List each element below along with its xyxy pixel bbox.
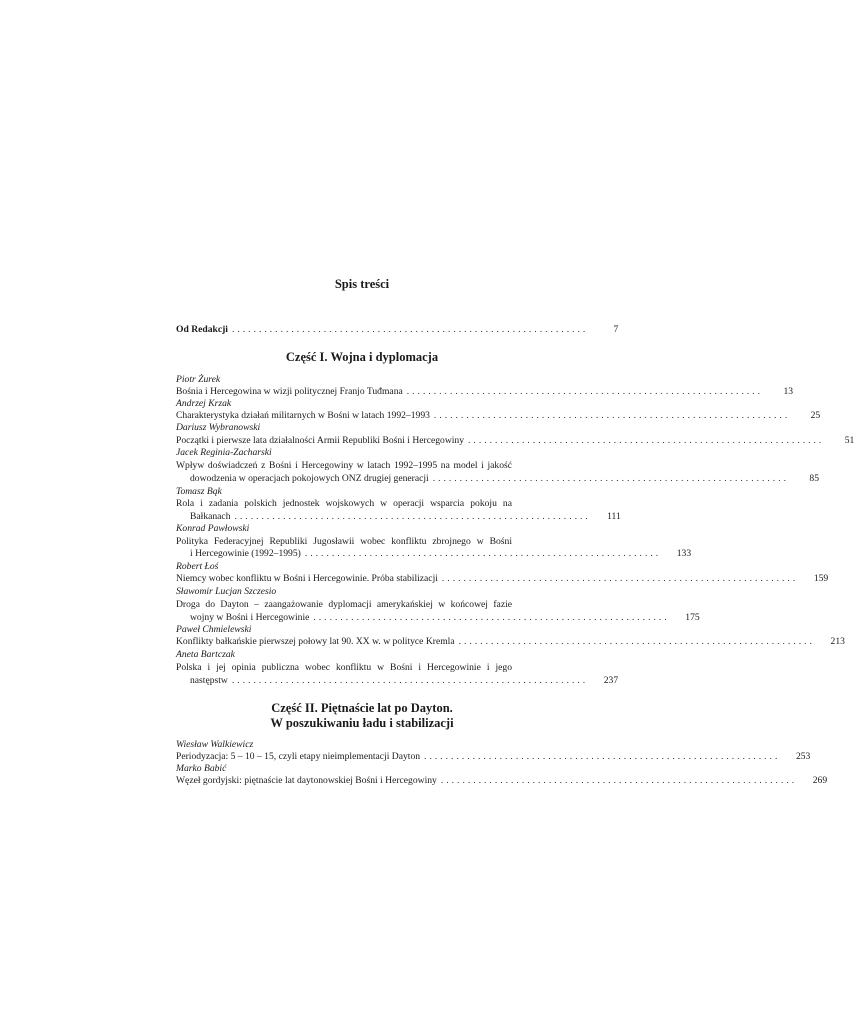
page-number: 25	[810, 410, 821, 421]
page-number: 159	[813, 573, 829, 584]
entry-title: następstw	[190, 675, 228, 686]
toc-entry-intro	[176, 324, 619, 336]
dot-leader: ..................................................................	[458, 636, 815, 647]
entry-title-line	[176, 573, 829, 585]
dot-leader: ..................................................................	[432, 473, 789, 484]
entry-title: i Hercegowinie (1992–1995)	[190, 548, 301, 559]
entry-title-line	[176, 751, 811, 763]
entry-title-line: Polska i jej opinia publiczna wobec konfliktu w Bośni i Hercegowinie i jego	[176, 662, 512, 673]
entry-title: Bałkanach	[190, 511, 231, 522]
entry-title-line: Rola i zadania polskich jednostek wojskowych w operacji wsparcia pokoju na	[176, 498, 512, 509]
entry-title-line	[176, 435, 854, 447]
page-number: 269	[812, 775, 828, 786]
dot-leader: ..................................................................	[231, 324, 589, 335]
entry-title-line	[176, 410, 821, 422]
dot-leader: ..................................................................	[304, 548, 662, 559]
dot-leader: ..................................................................	[313, 612, 670, 623]
entry-title-line	[176, 775, 828, 787]
entry-author: Robert Łoś	[176, 561, 219, 572]
dot-leader: ..................................................................	[441, 573, 799, 584]
entry-title-line: Droga do Dayton – zaangażowanie dyplomacji amerykańskiej w końcowej fazie	[176, 599, 512, 610]
page-number: 253	[795, 751, 811, 762]
entry-title-line	[176, 386, 794, 398]
entry-title-line	[190, 675, 619, 687]
entry-author: Sławomir Lucjan Szczesio	[176, 586, 277, 597]
page-number: 213	[830, 636, 845, 647]
dot-leader: ..................................................................	[424, 751, 781, 762]
page-number: 133	[676, 548, 692, 559]
entry-title: Początki i pierwsze lata działalności Armii Republiki Bośni i Hercegowiny	[176, 435, 465, 446]
entry-author: Tomasz Bąk	[176, 486, 222, 497]
part2-title-line1: Część II. Piętnaście lat po Dayton.	[271, 701, 453, 715]
dot-leader: ..................................................................	[468, 435, 825, 446]
entry-title: Niemcy wobec konfliktu w Bośni i Hercegowinie. Próba stabilizacji	[176, 573, 438, 584]
entry-author: Paweł Chmielewski	[176, 624, 252, 635]
dot-leader: ..................................................................	[231, 675, 589, 686]
intro-label: Od Redakcji	[176, 324, 228, 335]
entry-title: Węzeł gordyjski: piętnaście lat daytonowskiej Bośni i Hercegowiny	[176, 775, 437, 786]
entry-title-line: Wpływ doświadczeń z Bośni i Hercegowiny w latach 1992–1995 na model i jakość	[176, 460, 512, 471]
entry-title: dowodzenia w operacjach pokojowych ONZ drugiej generacji	[190, 473, 429, 484]
toc-title: Spis treści	[334, 277, 390, 291]
entry-title-line: Polityka Federacyjnej Republiki Jugosławii wobec konfliktu zbrojnego w Bośni	[176, 536, 512, 547]
page-number: 175	[685, 612, 700, 623]
page-number: 237	[603, 675, 619, 686]
entry-title: Periodyzacja: 5 – 10 – 15, czyli etapy nieimplementacji Dayton	[176, 751, 421, 762]
entry-author: Konrad Pawłowski	[176, 523, 250, 534]
entry-author: Piotr Żurek	[176, 374, 221, 385]
entry-title-line	[176, 636, 845, 648]
entry-title: Charakterystyka działań militarnych w Bośni w latach 1992–1993	[176, 410, 430, 421]
dot-leader: ..................................................................	[433, 410, 791, 421]
entry-title-line	[190, 548, 692, 560]
dot-leader: ..................................................................	[406, 386, 764, 397]
page-number: 111	[607, 511, 621, 522]
dot-leader: ..................................................................	[234, 511, 591, 522]
entry-author: Andrzej Krzak	[176, 398, 232, 409]
entry-author: Jacek Reginia-Zacharski	[176, 447, 272, 458]
page-number: 51	[844, 435, 854, 446]
entry-author: Wiesław Walkiewicz	[176, 739, 254, 750]
entry-author: Dariusz Wybranowski	[176, 422, 261, 433]
page-number: 7	[613, 324, 619, 335]
page-number: 85	[809, 473, 819, 484]
dot-leader: ..................................................................	[440, 775, 798, 786]
entry-title: Konflikty bałkańskie pierwszej połowy lat 90. XX w. w polityce Kremla	[176, 636, 455, 647]
entry-author: Marko Babić	[176, 763, 227, 774]
part2-title-line2: W poszukiwaniu ładu i stabilizacji	[270, 716, 454, 730]
entry-title: wojny w Bośni i Hercegowinie	[190, 612, 310, 623]
entry-title: Bośnia i Hercegowina w wizji politycznej Franjo Tuđmana	[176, 386, 403, 397]
entry-title-line	[190, 473, 819, 485]
entry-author: Aneta Bartczak	[176, 649, 235, 660]
entry-title-line	[190, 612, 700, 624]
page-number: 13	[783, 386, 794, 397]
entry-title-line	[190, 511, 621, 523]
part1-title: Część I. Wojna i dyplomacja	[285, 350, 439, 364]
